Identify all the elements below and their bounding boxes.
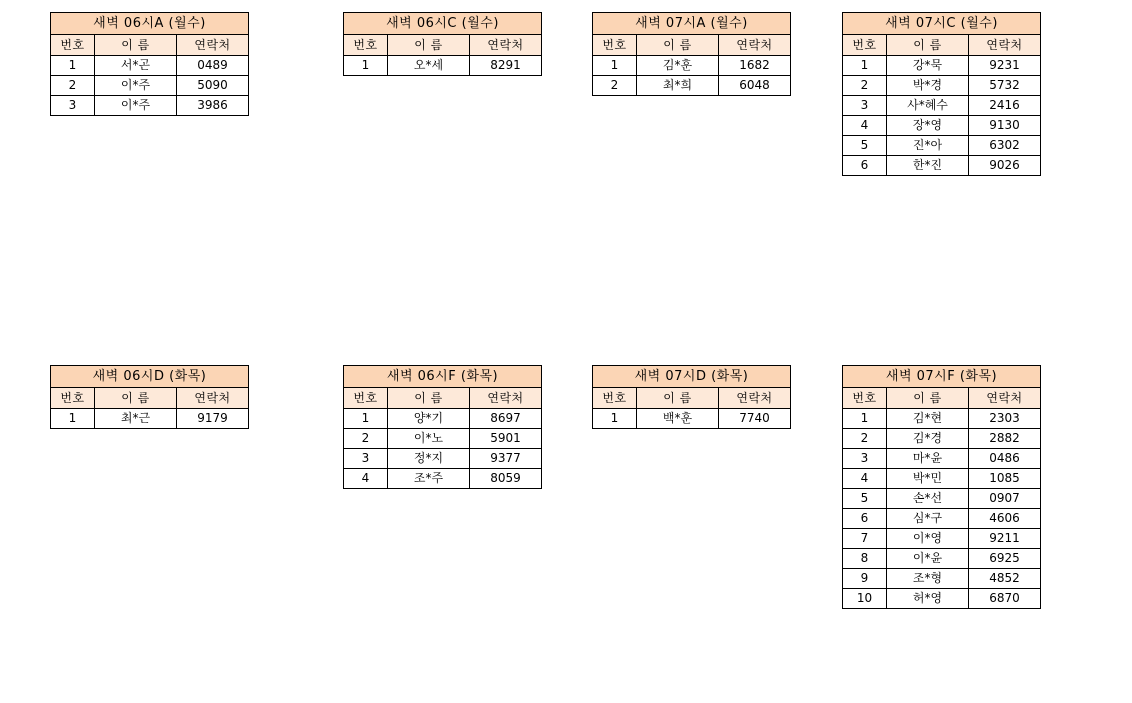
table-row [843, 509, 1041, 529]
cell-number: 2 [843, 76, 887, 96]
class-roster-table-dawn-06-a-mon-wed [50, 12, 249, 116]
cell-name: 박*민 [887, 469, 969, 489]
cell-number: 1 [593, 409, 637, 429]
column-header-1: 이 름 [637, 35, 719, 56]
cell-contact: 9179 [177, 409, 249, 429]
cell-number: 4 [344, 469, 388, 489]
cell-contact: 6925 [969, 549, 1041, 569]
table-title-row [843, 13, 1041, 35]
cell-contact: 7740 [719, 409, 791, 429]
table-title: 새벽 06시C (월수) [344, 13, 542, 35]
table-row [51, 409, 249, 429]
table-row [843, 409, 1041, 429]
cell-number: 3 [843, 449, 887, 469]
table-header-row [51, 35, 249, 56]
column-header-2: 연락처 [470, 35, 542, 56]
table-header-row [593, 35, 791, 56]
cell-number: 4 [843, 116, 887, 136]
table-row [843, 489, 1041, 509]
table-title-row [344, 13, 542, 35]
table-title-row [51, 366, 249, 388]
table-row [843, 429, 1041, 449]
column-header-2: 연락처 [969, 388, 1041, 409]
column-header-0: 번호 [843, 388, 887, 409]
cell-number: 8 [843, 549, 887, 569]
cell-name: 최*희 [637, 76, 719, 96]
column-header-2: 연락처 [470, 388, 542, 409]
cell-number: 1 [593, 56, 637, 76]
cell-name: 최*근 [95, 409, 177, 429]
cell-name: 심*구 [887, 509, 969, 529]
column-header-0: 번호 [593, 388, 637, 409]
cell-name: 손*선 [887, 489, 969, 509]
cell-name: 정*지 [388, 449, 470, 469]
table-title: 새벽 06시F (화목) [344, 366, 542, 388]
cell-contact: 9231 [969, 56, 1041, 76]
cell-name: 이*주 [95, 96, 177, 116]
cell-name: 김*훈 [637, 56, 719, 76]
cell-contact: 0907 [969, 489, 1041, 509]
table-row [843, 569, 1041, 589]
table-title-row [344, 366, 542, 388]
cell-contact: 1085 [969, 469, 1041, 489]
table-title: 새벽 06시D (화목) [51, 366, 249, 388]
cell-contact: 4606 [969, 509, 1041, 529]
cell-name: 김*현 [887, 409, 969, 429]
column-header-1: 이 름 [887, 388, 969, 409]
table-header-row [344, 35, 542, 56]
column-header-2: 연락처 [719, 35, 791, 56]
table-title-row [51, 13, 249, 35]
column-header-0: 번호 [51, 388, 95, 409]
cell-number: 1 [51, 409, 95, 429]
cell-name: 박*경 [887, 76, 969, 96]
column-header-2: 연락처 [177, 388, 249, 409]
cell-name: 장*영 [887, 116, 969, 136]
table-row [51, 56, 249, 76]
cell-name: 조*주 [388, 469, 470, 489]
cell-name: 강*묵 [887, 56, 969, 76]
cell-number: 5 [843, 489, 887, 509]
cell-name: 진*아 [887, 136, 969, 156]
cell-number: 10 [843, 589, 887, 609]
table-header-row [51, 388, 249, 409]
cell-name: 마*윤 [887, 449, 969, 469]
cell-number: 1 [843, 409, 887, 429]
table-row [344, 449, 542, 469]
cell-name: 오*세 [388, 56, 470, 76]
table-title-row [593, 366, 791, 388]
cell-contact: 2416 [969, 96, 1041, 116]
cell-contact: 6048 [719, 76, 791, 96]
table-row [843, 469, 1041, 489]
table-row [344, 56, 542, 76]
cell-number: 6 [843, 509, 887, 529]
table-title-row [843, 366, 1041, 388]
cell-contact: 0486 [969, 449, 1041, 469]
cell-name: 허*영 [887, 589, 969, 609]
cell-number: 1 [344, 409, 388, 429]
column-header-1: 이 름 [388, 388, 470, 409]
cell-name: 양*기 [388, 409, 470, 429]
table-header-row [344, 388, 542, 409]
cell-contact: 1682 [719, 56, 791, 76]
table-title: 새벽 07시F (화목) [843, 366, 1041, 388]
table-row [843, 549, 1041, 569]
column-header-1: 이 름 [637, 388, 719, 409]
cell-number: 1 [51, 56, 95, 76]
cell-name: 조*형 [887, 569, 969, 589]
cell-number: 2 [843, 429, 887, 449]
table-row [843, 529, 1041, 549]
table-row [843, 56, 1041, 76]
column-header-0: 번호 [51, 35, 95, 56]
class-roster-table-dawn-06-d-tue-thu [50, 365, 249, 429]
cell-contact: 2882 [969, 429, 1041, 449]
cell-number: 7 [843, 529, 887, 549]
cell-name: 이*주 [95, 76, 177, 96]
table-row [843, 136, 1041, 156]
cell-number: 1 [843, 56, 887, 76]
cell-number: 2 [344, 429, 388, 449]
cell-contact: 2303 [969, 409, 1041, 429]
table-row [593, 56, 791, 76]
cell-number: 2 [593, 76, 637, 96]
cell-contact: 9377 [470, 449, 542, 469]
column-header-1: 이 름 [95, 35, 177, 56]
cell-name: 서*곤 [95, 56, 177, 76]
column-header-2: 연락처 [969, 35, 1041, 56]
table-row [593, 76, 791, 96]
cell-number: 4 [843, 469, 887, 489]
cell-number: 3 [51, 96, 95, 116]
table-header-row [843, 388, 1041, 409]
cell-contact: 6302 [969, 136, 1041, 156]
cell-contact: 5901 [470, 429, 542, 449]
cell-number: 9 [843, 569, 887, 589]
table-row [51, 96, 249, 116]
table-header-row [843, 35, 1041, 56]
table-row [843, 449, 1041, 469]
cell-contact: 9130 [969, 116, 1041, 136]
cell-number: 5 [843, 136, 887, 156]
table-row [344, 409, 542, 429]
cell-name: 이*영 [887, 529, 969, 549]
table-row [843, 589, 1041, 609]
cell-contact: 8697 [470, 409, 542, 429]
column-header-0: 번호 [344, 35, 388, 56]
column-header-0: 번호 [344, 388, 388, 409]
class-roster-table-dawn-07-f-tue-thu [842, 365, 1041, 609]
cell-contact: 3986 [177, 96, 249, 116]
column-header-2: 연락처 [719, 388, 791, 409]
table-header-row [593, 388, 791, 409]
column-header-2: 연락처 [177, 35, 249, 56]
class-roster-table-dawn-07-d-tue-thu [592, 365, 791, 429]
cell-name: 한*진 [887, 156, 969, 176]
cell-name: 백*훈 [637, 409, 719, 429]
table-row [843, 156, 1041, 176]
table-title: 새벽 07시A (월수) [593, 13, 791, 35]
class-roster-table-dawn-06-c-mon-wed [343, 12, 542, 76]
cell-number: 2 [51, 76, 95, 96]
table-row [843, 96, 1041, 116]
cell-contact: 8059 [470, 469, 542, 489]
class-roster-table-dawn-07-a-mon-wed [592, 12, 791, 96]
cell-contact: 4852 [969, 569, 1041, 589]
column-header-0: 번호 [593, 35, 637, 56]
cell-name: 사*혜수 [887, 96, 969, 116]
table-title: 새벽 07시C (월수) [843, 13, 1041, 35]
cell-contact: 8291 [470, 56, 542, 76]
cell-contact: 5732 [969, 76, 1041, 96]
cell-contact: 6870 [969, 589, 1041, 609]
table-title: 새벽 06시A (월수) [51, 13, 249, 35]
table-row [344, 469, 542, 489]
cell-contact: 0489 [177, 56, 249, 76]
cell-contact: 9211 [969, 529, 1041, 549]
table-title-row [593, 13, 791, 35]
class-roster-table-dawn-07-c-mon-wed [842, 12, 1041, 176]
table-row [593, 409, 791, 429]
cell-number: 1 [344, 56, 388, 76]
table-row [843, 76, 1041, 96]
table-title: 새벽 07시D (화목) [593, 366, 791, 388]
table-row [344, 429, 542, 449]
column-header-1: 이 름 [388, 35, 470, 56]
cell-name: 김*경 [887, 429, 969, 449]
table-row [843, 116, 1041, 136]
column-header-0: 번호 [843, 35, 887, 56]
cell-name: 이*윤 [887, 549, 969, 569]
cell-contact: 5090 [177, 76, 249, 96]
cell-name: 이*노 [388, 429, 470, 449]
class-roster-table-dawn-06-f-tue-thu [343, 365, 542, 489]
table-row [51, 76, 249, 96]
column-header-1: 이 름 [95, 388, 177, 409]
cell-number: 6 [843, 156, 887, 176]
cell-number: 3 [843, 96, 887, 116]
cell-contact: 9026 [969, 156, 1041, 176]
cell-number: 3 [344, 449, 388, 469]
column-header-1: 이 름 [887, 35, 969, 56]
